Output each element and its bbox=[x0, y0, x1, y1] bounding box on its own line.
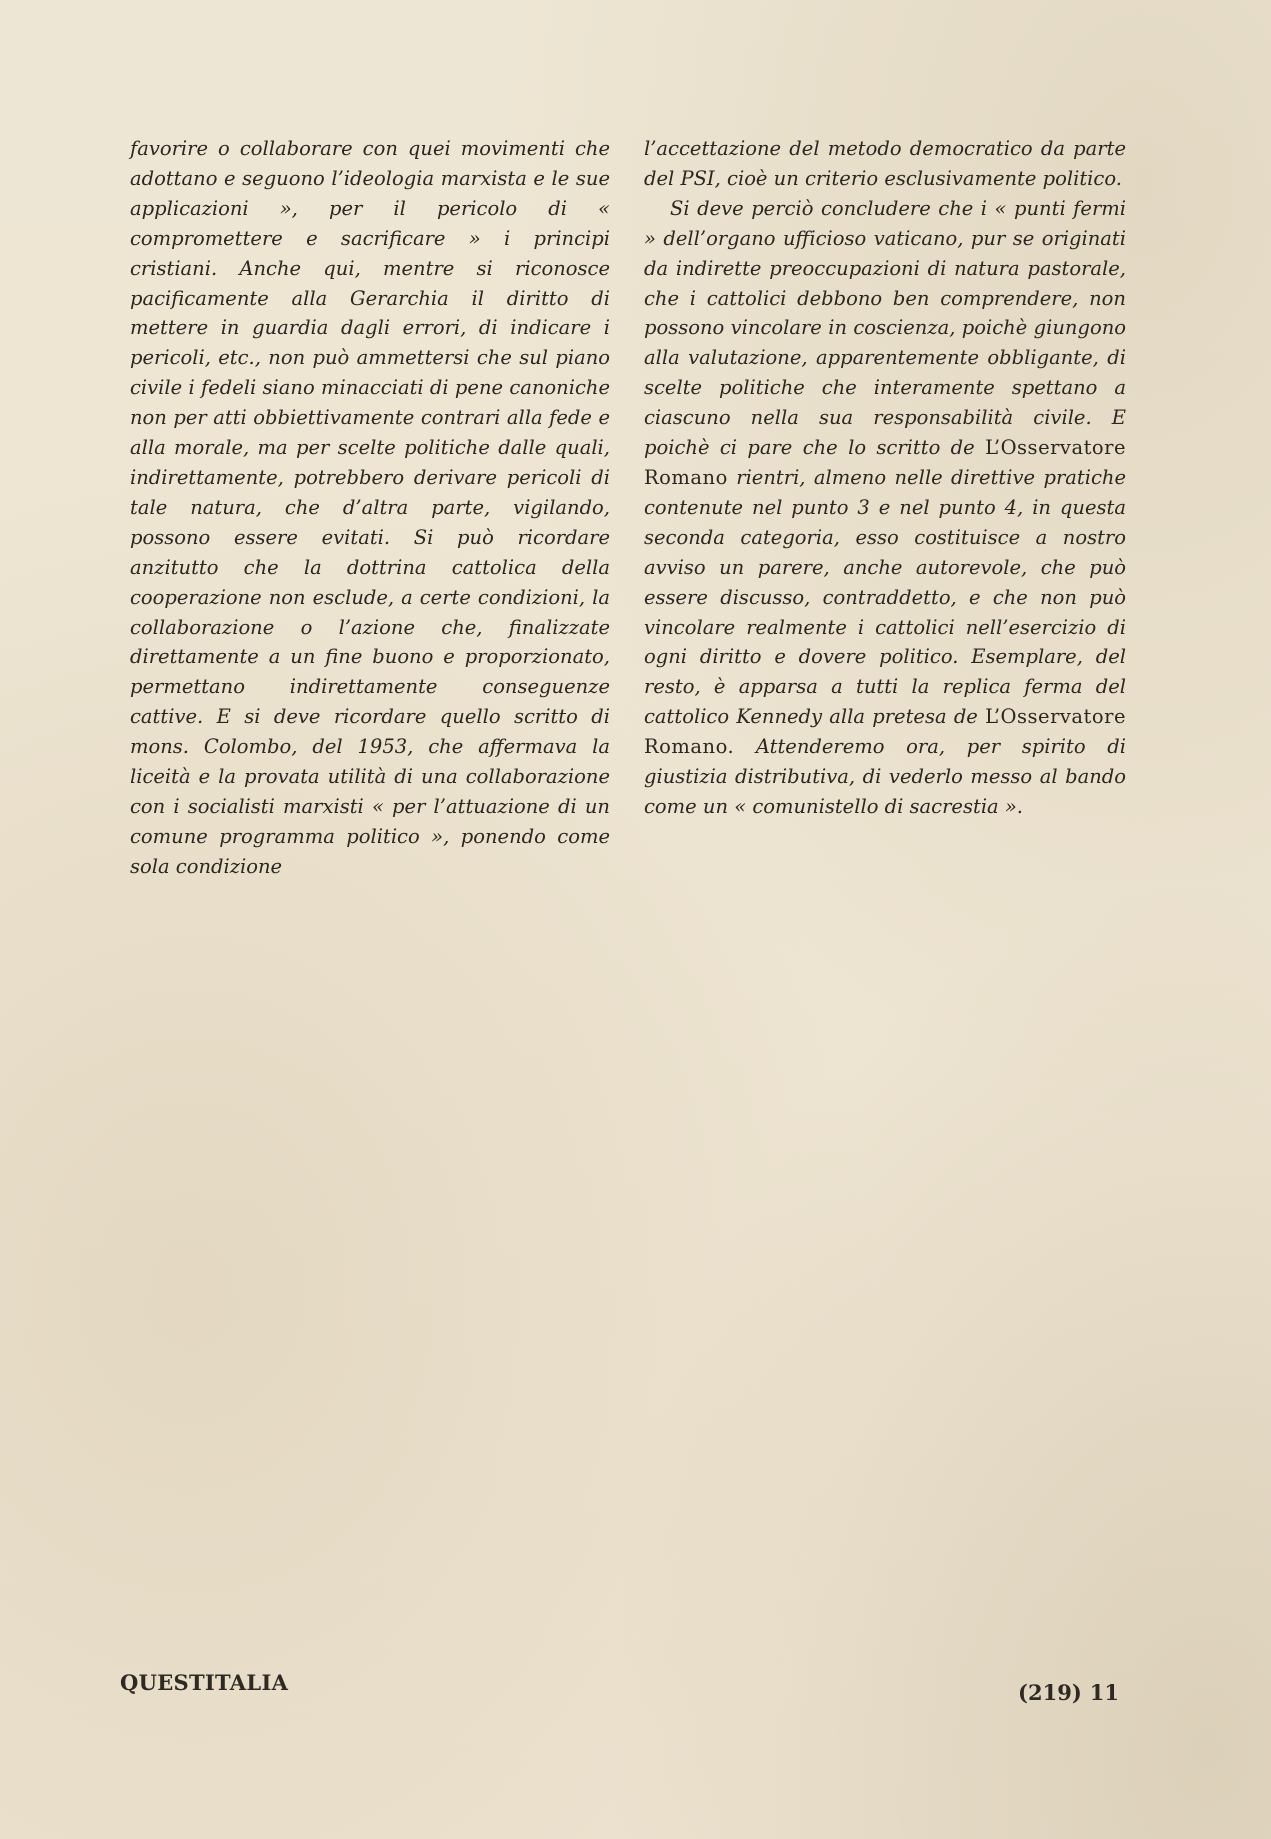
right-paragraph-2-text-b: rientri, almeno nelle direttive pratiche contenute nel punto 3 e nel punto 4, in questa seconda categoria, esso costituisce a nostro avviso un parere, anche autorevole, che può essere discusso, contraddetto, e che non può vincolare realmente i cattolici nell’esercizio di ogni diritto e dovere politico. Esemplare, del resto, è apparsa a tutti la replica ferma del cattolico Kennedy alla pretesa de bbox=[644, 465, 1126, 729]
publication-name: QUESTITALIA bbox=[120, 1670, 289, 1695]
right-paragraph-2-text-c: Attenderemo ora, per spirito di giustizia distributiva, di vederlo messo al bando come un « comunistello di sacrestia ». bbox=[644, 735, 1126, 818]
right-paragraph-1 bbox=[644, 134, 1126, 194]
newspaper-name: L’Osservatore Romano. bbox=[644, 705, 1126, 759]
left-paragraph bbox=[130, 134, 610, 882]
page-number: 11 bbox=[1089, 1680, 1119, 1705]
left-paragraph-text: favorire o collaborare con quei movimenti che adottano e seguono l’ideologia marxista e le sue applicazioni », per il pericolo di « compromettere e sacrificare » i principi cristiani. Anche qui, mentre si riconosce pacificamente alla Gerarchia il diritto di mettere in guardia dagli errori, di indicare i pericoli, etc., non può ammettersi che sul piano civile i fedeli siano minacciati di pene canoniche non per atti obbiettivamente contrari alla fede e alla morale, ma per scelte politiche dalle quali, indirettamente, potrebbero derivare pericoli di tale natura, che d’altra parte, vigilando, possono essere evitati. Si può ricordare anzitutto che la dottrina cattolica della cooperazione non esclude, a certe condizioni, la collaborazione o l’azione che, finalizzate direttamente a un fine buono e proporzionato, permettano indirettamente conseguenze cattive. E si deve ricordare quello scritto di mons. Colombo, del 1953, che affermava la liceità e la provata utilità di una collaborazione con i socialisti marxisti « per l’attuazione di un comune programma politico », ponendo come sola condizione bbox=[130, 137, 610, 878]
right-paragraph-1-text: l’accettazione del metodo democratico da parte del PSI, cioè un criterio esclusivamente politico. bbox=[644, 137, 1126, 190]
right-text-column bbox=[644, 134, 1126, 822]
page-folio bbox=[1018, 1680, 1119, 1705]
issue-number: (219) bbox=[1018, 1680, 1082, 1705]
right-paragraph-2-text-a: Si deve perciò concludere che i « punti fermi » dell’organo ufficioso vaticano, pur se originati da indirette preoccupazioni di natura pastorale, che i cattolici debbono ben comprendere, non possono vincolare in coscienza, poichè giungono alla valutazione, apparentemente obbligante, di scelte politiche che interamente spettano a ciascuno nella sua responsabilità civile. E poichè ci pare che lo scritto de bbox=[644, 196, 1126, 460]
left-text-column bbox=[130, 134, 610, 882]
newspaper-name: L’Osservatore Romano bbox=[644, 436, 1127, 489]
right-paragraph-2 bbox=[644, 194, 1126, 822]
